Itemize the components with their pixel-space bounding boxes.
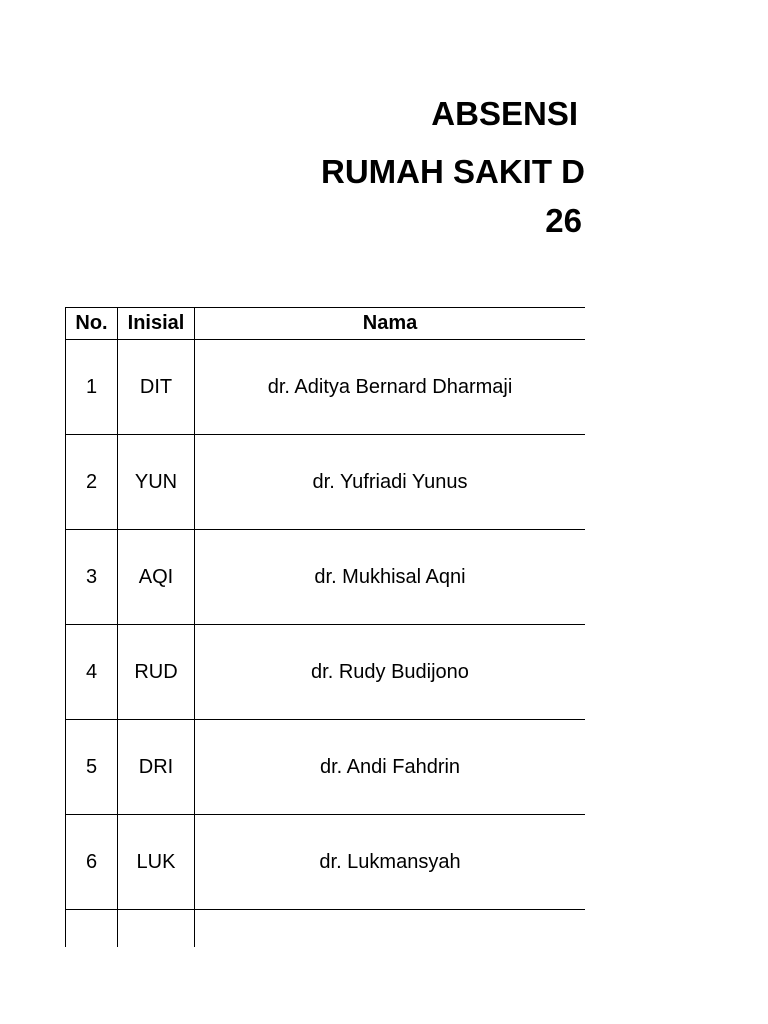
table-row	[66, 435, 586, 530]
cell-inisial: DIT	[118, 340, 195, 435]
cell-nama: dr. Aditya Bernard Dharmaji	[195, 340, 586, 435]
cell-nama: dr. Yufriadi Yunus	[195, 435, 586, 530]
cell-inisial: RUD	[118, 625, 195, 720]
cell-no	[66, 910, 118, 948]
cell-nama: dr. Andi Fahdrin	[195, 720, 586, 815]
cell-inisial: DRI	[118, 720, 195, 815]
cell-no: 5	[66, 720, 118, 815]
table-row	[66, 815, 586, 910]
table-row	[66, 625, 586, 720]
header-no: No.	[66, 308, 118, 340]
document-date: 26	[545, 202, 582, 239]
header-inisial: Inisial	[118, 308, 195, 340]
cell-inisial: YUN	[118, 435, 195, 530]
cell-nama: dr. Lukmansyah	[195, 815, 586, 910]
cell-inisial: LUK	[118, 815, 195, 910]
table-row	[66, 530, 586, 625]
cell-no: 4	[66, 625, 118, 720]
cell-no: 6	[66, 815, 118, 910]
cell-inisial	[118, 910, 195, 948]
cell-inisial: AQI	[118, 530, 195, 625]
document-title: ABSENSI	[431, 95, 578, 132]
table-row	[66, 910, 586, 948]
cell-nama: dr. Mukhisal Aqni	[195, 530, 586, 625]
header-nama: Nama	[195, 308, 586, 340]
table-header-row	[66, 308, 586, 340]
attendance-table	[65, 307, 585, 947]
attendance-table-container	[65, 307, 585, 947]
hospital-name: RUMAH SAKIT D	[321, 153, 585, 190]
table-row	[66, 720, 586, 815]
cell-no: 2	[66, 435, 118, 530]
cell-nama: dr. Rudy Budijono	[195, 625, 586, 720]
cell-nama	[195, 910, 586, 948]
cell-no: 1	[66, 340, 118, 435]
table-row	[66, 340, 586, 435]
cell-no: 3	[66, 530, 118, 625]
